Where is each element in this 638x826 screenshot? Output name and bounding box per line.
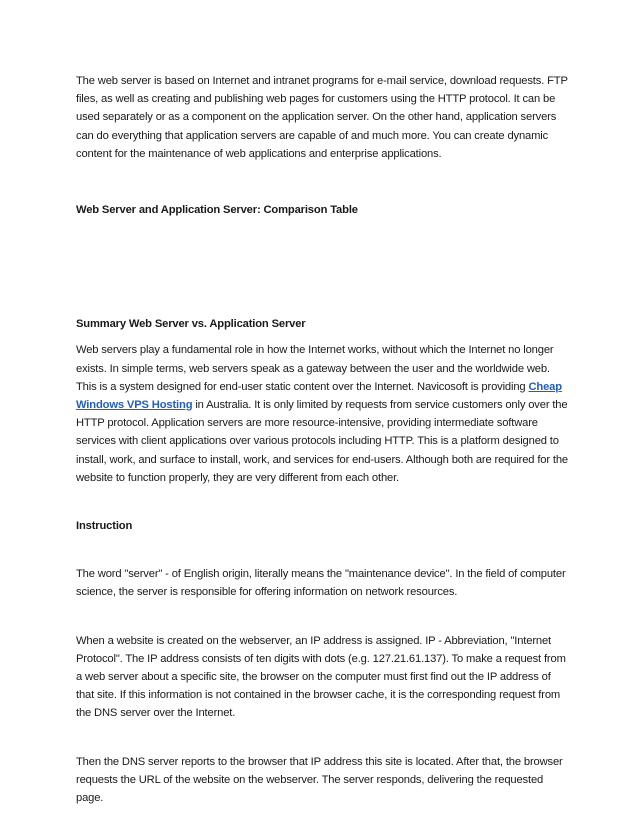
instruction-paragraph-2: When a website is created on the webserver, an IP address is assigned. IP - Abbreviation, "Internet Protocol". The IP address consists of ten digits with dots (e.g. 127.21.61.137). To make a request from a web server about a specific site, the browser on the computer must first find out the IP address of that site. If this information is not contained in the browser cache, it is the corresponding request from the DNS server over the Internet. <box>76 634 566 720</box>
summary-heading: Summary Web Server vs. Application Server <box>76 318 306 331</box>
comparison-table-area <box>76 219 568 315</box>
cheap-windows-vps-hosting-link[interactable]: Cheap Windows VPS Hosting <box>76 380 562 412</box>
spacer <box>76 487 568 517</box>
summary-paragraph <box>76 341 568 487</box>
comparison-table-heading: Web Server and Application Server: Comparison Table <box>76 204 358 217</box>
instruction-paragraph-3: Then the DNS server reports to the browser that IP address this site is located. After that, the browser requests the URL of the website on the webserver. The server responds, delivering the requested page. <box>76 755 563 805</box>
instruction-paragraph-1: The word "server" - of English origin, literally means the "maintenance device". In the field of computer science, the server is responsible for offering information on network resources. <box>76 568 566 599</box>
spacer <box>76 535 568 565</box>
spacer <box>76 333 568 341</box>
spacer <box>76 163 568 201</box>
spacer <box>76 602 568 632</box>
summary-text-end: in Australia. It is only limited by requests from service customers only over the HTTP protocol. Application servers are more resource-intensive, providing intermediate software services with client applications over various protocols including HTTP. This is a platform designed to install, work, and surface to install, work, and services for end-users. Although both are required for the website to function properly, they are very different from each other. <box>76 399 568 484</box>
instruction-heading: Instruction <box>76 520 133 533</box>
summary-text-start: Web servers play a fundamental role in how the Internet works, without which the Internet no longer exists. In simple terms, web servers speak as a gateway between the user and the worldwide web. This is a system designed for end-user static content over the Internet. Navicosoft is providing <box>76 344 554 393</box>
document-body <box>76 72 568 807</box>
intro-paragraph: The web server is based on Internet and intranet programs for e-mail service, download requests. FTP files, as well as creating and publishing web pages for customers using the HTTP protocol. It can be used separately or as a component on the application server. On the other hand, application servers can do everything that application servers are capable of and much more. You can create dynamic content for the maintenance of web applications and enterprise applications. <box>76 75 568 160</box>
spacer <box>76 723 568 753</box>
